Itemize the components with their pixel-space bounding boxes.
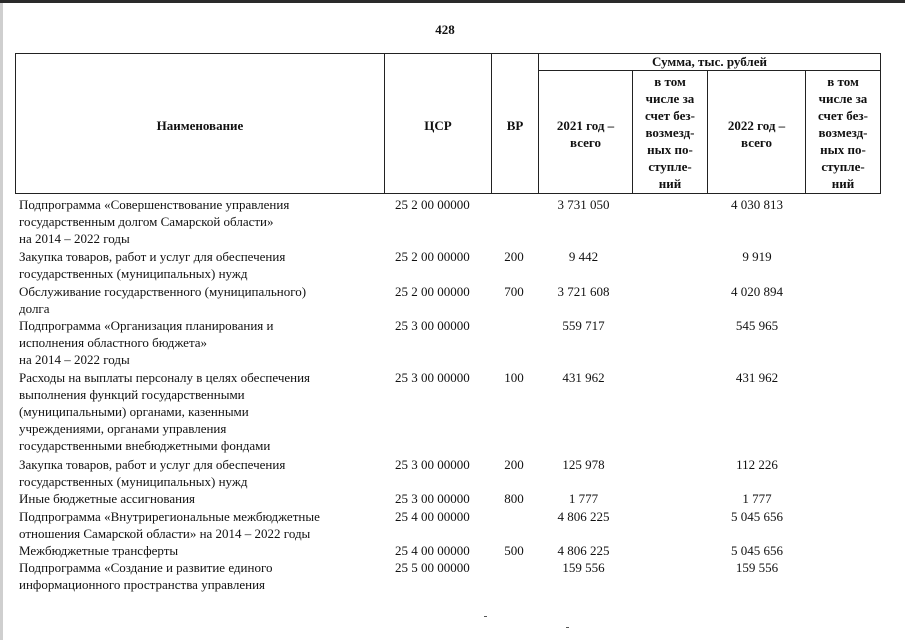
row-2022-total: 159 556	[735, 560, 779, 575]
row-name: Обслуживание государственного (муниципального) долга	[19, 284, 307, 316]
row-csr: 25 2 00 00000	[395, 249, 470, 264]
row-vr: 100	[504, 370, 524, 385]
row-name: Подпрограмма «Организация планирования и исполнения областного бюджета» на 2014 – 2022 годы	[19, 318, 274, 367]
row-2021-total: 559 717	[562, 318, 605, 333]
row-csr: 25 3 00 00000	[395, 370, 470, 385]
row-2021-total: 3 721 608	[557, 284, 610, 299]
row-name: Подпрограмма «Внутрирегиональные межбюджетные отношения Самарской области» на 2014 – 2022 годы	[19, 509, 320, 541]
row-2021-total: 4 806 225	[557, 543, 610, 558]
row-2022-total: 5 045 656	[731, 509, 783, 524]
row-2021-total: 4 806 225	[557, 509, 610, 524]
table-header	[15, 53, 881, 194]
row-2022-total: 4 030 813	[731, 197, 783, 212]
row-vr: 800	[504, 491, 524, 506]
row-csr: 25 3 00 00000	[395, 318, 470, 333]
column-header-2022-free-receipts: в том числе за счет без- возмезд- ных по- ступле- ний	[818, 74, 868, 191]
row-name: Закупка товаров, работ и услуг для обеспечения государственных (муниципальных) нужд	[19, 457, 286, 489]
column-header-2022: 2022 год – всего	[727, 118, 786, 150]
row-csr: 25 4 00 00000	[395, 509, 470, 524]
column-header-sum: Сумма, тыс. рублей	[652, 54, 767, 69]
row-2022-total: 1 777	[742, 491, 772, 506]
row-2022-total: 9 919	[742, 249, 772, 264]
row-name: Закупка товаров, работ и услуг для обеспечения государственных (муниципальных) нужд	[19, 249, 286, 281]
page-top-rule	[0, 0, 905, 3]
row-2021-total: 159 556	[562, 560, 605, 575]
row-csr: 25 5 00 00000	[395, 560, 470, 575]
column-header-name: Наименование	[156, 118, 244, 133]
row-2021-total: 3 731 050	[557, 197, 610, 212]
row-vr: 700	[504, 284, 524, 299]
row-name: Иные бюджетные ассигнования	[19, 491, 196, 506]
row-2022-total: 112 226	[736, 457, 778, 472]
row-csr: 25 4 00 00000	[395, 543, 470, 558]
row-name: Подпрограмма «Создание и развитие единого информационного пространства управления	[19, 560, 273, 592]
row-name: Межбюджетные трансферты	[19, 543, 179, 558]
column-header-2021: 2021 год – всего	[556, 118, 615, 150]
row-name: Расходы на выплаты персоналу в целях обеспечения выполнения функций государственными (муниципальными) органами, казенными учреждениями, органами управления государственными внебюджетными фондами	[19, 370, 311, 453]
page-left-edge	[0, 0, 3, 640]
row-2022-total: 545 965	[735, 318, 779, 333]
row-2021-total: 1 777	[568, 491, 599, 506]
row-csr: 25 2 00 00000	[395, 197, 470, 212]
row-vr: 500	[504, 543, 524, 558]
row-2021-total: 431 962	[562, 370, 605, 385]
row-name: Подпрограмма «Совершенствование управления государственным долгом Самарской области» на 2014 – 2022 годы	[19, 197, 290, 246]
column-header-2021-free-receipts: в том числе за счет без- возмезд- ных по- ступле- ний	[645, 74, 695, 191]
column-header-vr: ВР	[506, 118, 524, 133]
row-2021-total: 9 442	[568, 249, 599, 264]
row-2022-total: 431 962	[735, 370, 779, 385]
row-vr: 200	[504, 457, 524, 472]
row-csr: 25 2 00 00000	[395, 284, 470, 299]
page-number: 428	[435, 22, 455, 37]
row-2021-total: 125 978	[562, 457, 605, 472]
row-2022-total: 5 045 656	[731, 543, 783, 558]
column-header-csr: ЦСР	[424, 118, 452, 133]
row-csr: 25 3 00 00000	[395, 491, 470, 506]
row-2022-total: 4 020 894	[731, 284, 783, 299]
row-vr: 200	[504, 249, 524, 264]
row-csr: 25 3 00 00000	[395, 457, 470, 472]
